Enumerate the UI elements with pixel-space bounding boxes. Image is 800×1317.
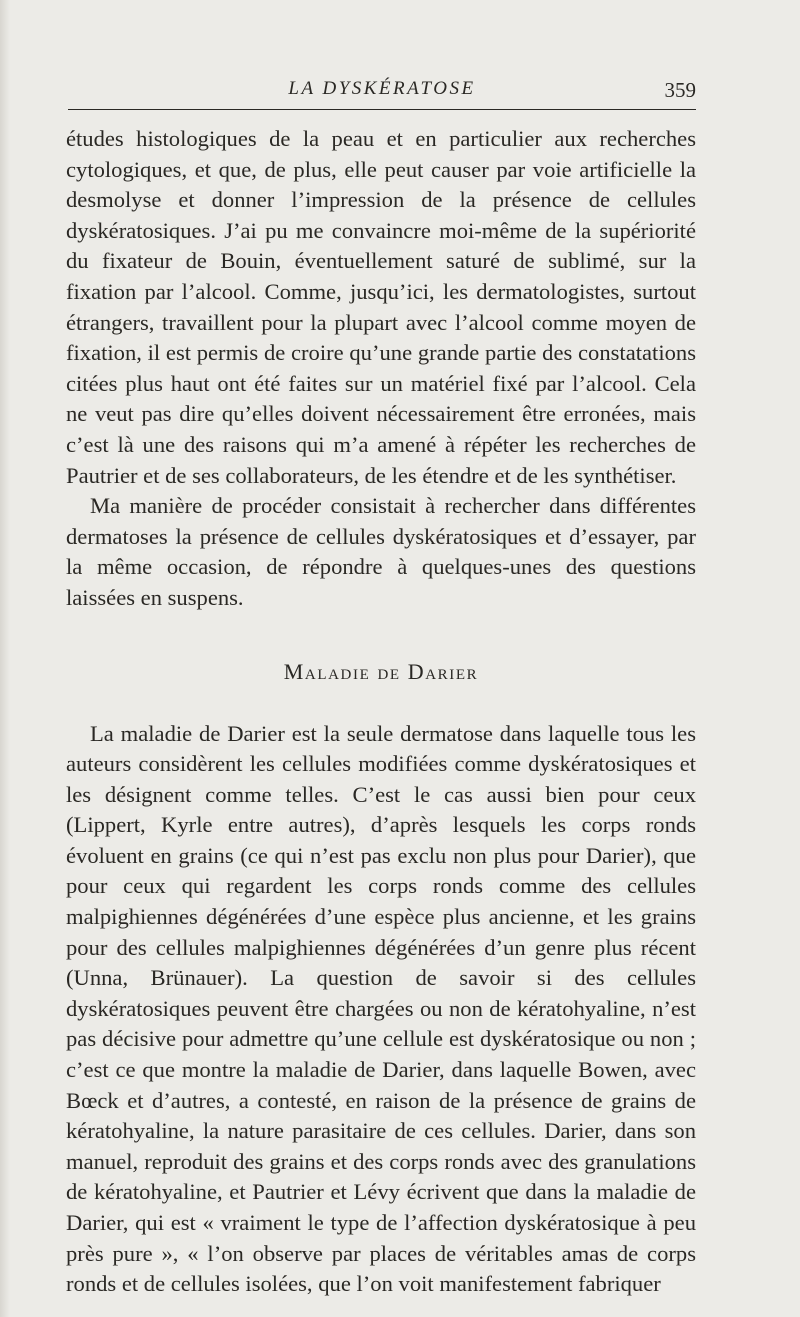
paragraph-darier: La maladie de Darier est la seule dermatose dans laquelle tous les auteurs considèrent les cellules modifiées comme dyskératosiques et les désignent comme telles. C’est le cas aussi bien pour ceux (Lippert, Kyrle entre autres), d’après lesquels les corps ronds évoluent en grains (ce qui n’est pas exclu non plus pour Darier), que pour ceux qui regardent les corps ronds comme des cellules malpighiennes dégénérées d’une espèce plus ancienne, et les grains pour des cellules malpighiennes dégénérées d’un genre plus récent (Unna, Brünauer). La question de savoir si des cellules dyskératosiques peuvent être chargées ou non de kératohyaline, n’est pas décisive pour admettre qu’une cellule est dyskératosique ou non ; c’est ce que montre la maladie de Darier, dans laquelle Bowen, avec Bœck et d’autres, a contesté, en raison de la présence de grains de kératohyaline, la nature parasitaire de ces cellules. Darier, dans son manuel, reproduit des grains et des corps ronds avec des granulations de kératohyaline, et Pautrier et Lévy écrivent que dans la maladie de Darier, qui est « vraiment le type de l’affection dyskératosique à peu près pure », « l’on observe par places de véritables amas de corps ronds et de cellules isolées, que l’on voit manifestement fabriquer (66, 720, 696, 1297)
page-edge-shadow (0, 0, 10, 1317)
section-heading: Maladie de Darier (283, 658, 479, 684)
paragraph-method: Ma manière de procéder consistait à rechercher dans différentes dermatoses la présence de cellules dyskératosiques et d’essayer, par la même occasion, de répondre à quelques-unes des questions laissées en suspens. (66, 493, 696, 610)
body-text (66, 124, 696, 1300)
page-number: 359 (664, 78, 696, 102)
paragraph-continued: études histologiques de la peau et en particulier aux recherches cytologiques, et que, de plus, elle peut causer par voie artificielle la desmolyse et donner l’impression de la présence de cellules dyskératosiques. J’ai pu me convaincre moi-même de la supériorité du fixateur de Bouin, éventuellement saturé de sublimé, sur la fixation par l’alcool. Comme, jusqu’ici, les dermatologistes, surtout étrangers, travaillent pour la plupart avec l’alcool comme moyen de fixation, il est permis de croire qu’une grande partie des constatations citées plus haut ont été faites sur un matériel fixé par l’alcool. Cela ne veut pas dire qu’elles doivent nécessairement être erronées, mais c’est là une des raisons qui m’a amené à répéter les recherches de Pautrier et de ses collaborateurs, de les étendre et de les synthétiser. (66, 126, 696, 488)
running-header (68, 78, 696, 106)
header-rule (68, 109, 696, 110)
running-title: LA DYSKÉRATOSE (288, 78, 476, 99)
